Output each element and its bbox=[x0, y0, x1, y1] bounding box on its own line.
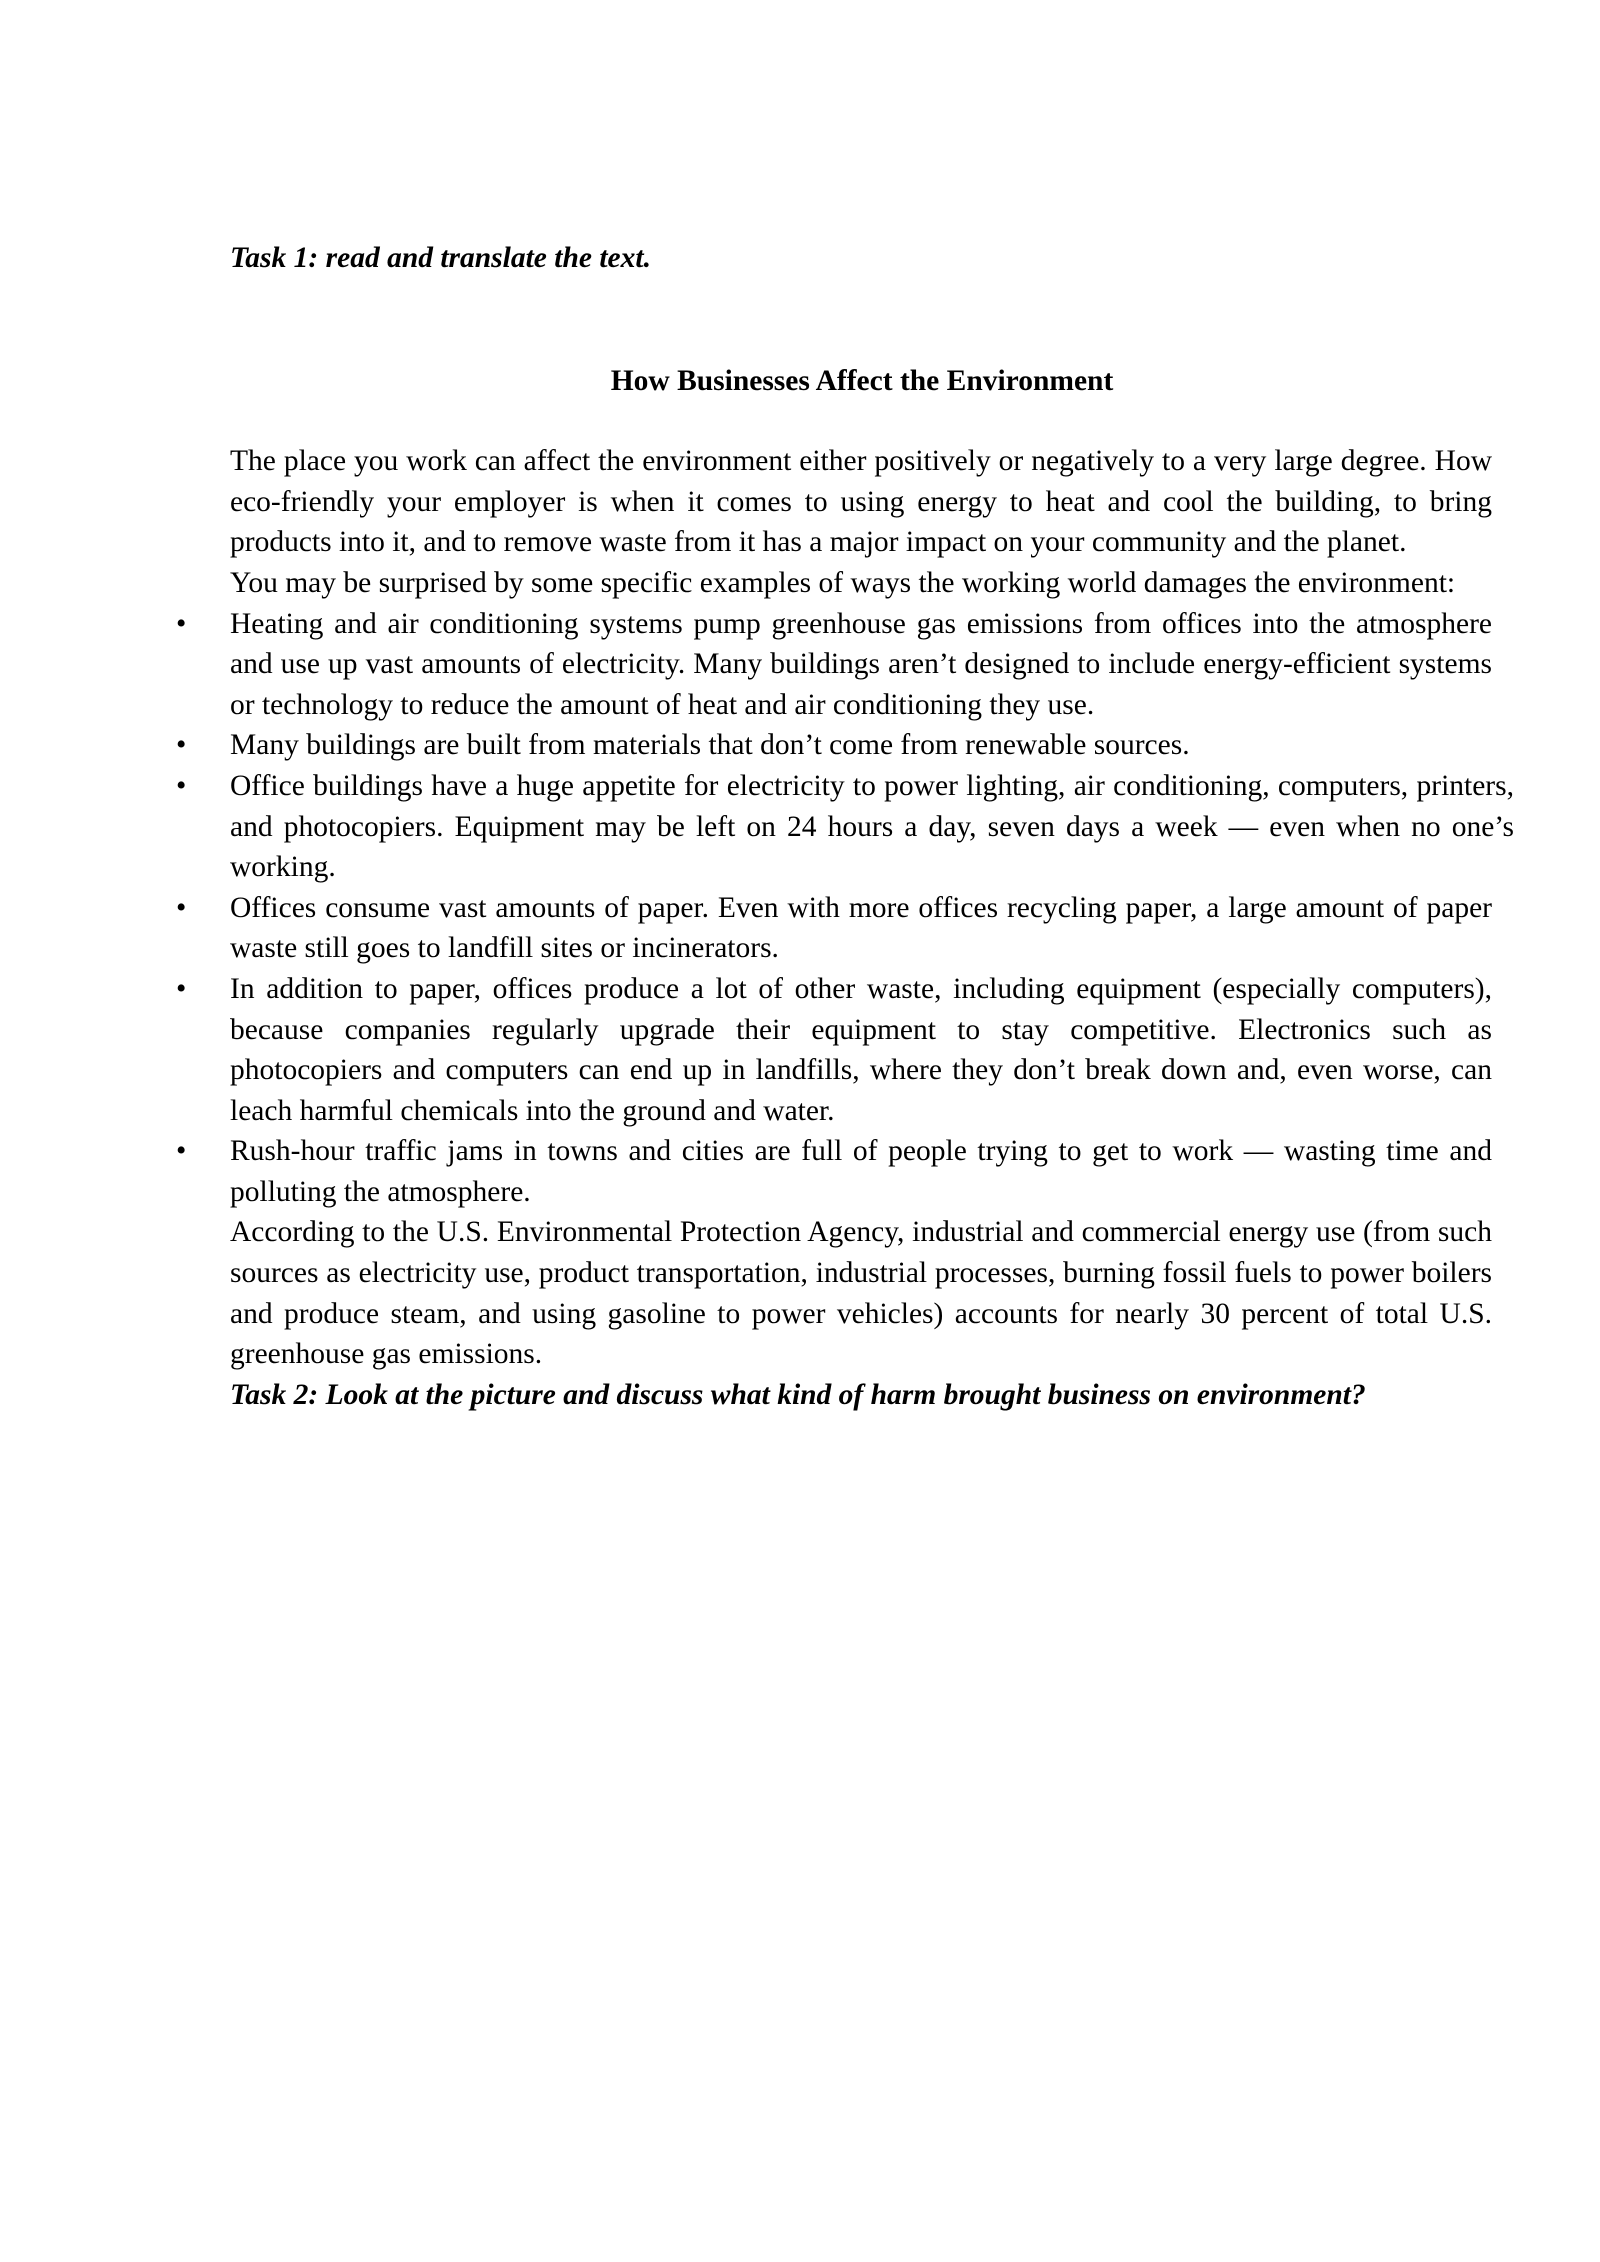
list-item bbox=[176, 969, 1492, 1131]
task-2-heading: Task 2: Look at the picture and discuss what kind of harm brought business on environment? bbox=[230, 1378, 1366, 1411]
list-item bbox=[176, 766, 1514, 888]
bullet-icon: • bbox=[176, 769, 187, 802]
document-body bbox=[176, 238, 1514, 1415]
list-item-text: Rush-hour traffic jams in towns and cities are full of people trying to get to work — wasting time and polluting the atmosphere. bbox=[230, 1135, 1492, 1208]
bullet-icon: • bbox=[176, 972, 187, 1005]
list-item bbox=[176, 604, 1492, 726]
list-item-text: Office buildings have a huge appetite for electricity to power lighting, air conditioning, computers, printers, and photocopiers. Equipment may be left on 24 hours a day, seven days a week — even when no one’s working. bbox=[230, 769, 1514, 884]
epa-paragraph: According to the U.S. Environmental Protection Agency, industrial and commercial energy use (from such sources as electricity use, product transportation, industrial processes, burning fossil fuels to power boilers and produce steam, and using gasoline to power vehicles) accounts for nearly 30 percent of total U.S. greenhouse gas emissions. bbox=[230, 1216, 1492, 1371]
bullet-icon: • bbox=[176, 891, 187, 924]
task-1-heading: Task 1: read and translate the text. bbox=[230, 242, 651, 274]
examples-intro-paragraph: You may be surprised by some specific examples of ways the working world damages the environment: bbox=[230, 566, 1456, 599]
list-item-text: Offices consume vast amounts of paper. Even with more offices recycling paper, a large amount of paper waste still goes to landfill sites or incinerators. bbox=[230, 891, 1492, 965]
document-title: How Businesses Affect the Environment bbox=[610, 364, 1114, 397]
bullet-icon: • bbox=[176, 607, 187, 640]
bullet-icon: • bbox=[176, 1135, 187, 1168]
list-item bbox=[176, 1131, 1492, 1212]
list-item-text: Heating and air conditioning systems pump greenhouse gas emissions from offices into the atmosphere and use up vast amounts of electricity. Many buildings aren’t designed to include energy-efficient systems or technology to reduce the amount of heat and air conditioning they use. bbox=[230, 607, 1492, 721]
intro-paragraph: The place you work can affect the environment either positively or negatively to a very large degree. How eco-friendly your employer is when it comes to using energy to heat and cool the building, to bring products into it, and to remove waste from it has a major impact on your community and the planet. bbox=[230, 445, 1492, 559]
list-item-text: Many buildings are built from materials that don’t come from renewable sources. bbox=[230, 729, 1190, 762]
list-item-text: In addition to paper, offices produce a lot of other waste, including equipment (especially computers), because companies regularly upgrade their equipment to stay competitive. Electronics such as photocopiers and computers can end up in landfills, where they don’t break down and, even worse, can leach harmful chemicals into the ground and water. bbox=[230, 972, 1492, 1127]
bullet-icon: • bbox=[176, 729, 187, 762]
list-item bbox=[176, 888, 1492, 969]
list-item bbox=[176, 725, 1492, 766]
examples-list bbox=[176, 604, 1514, 1213]
